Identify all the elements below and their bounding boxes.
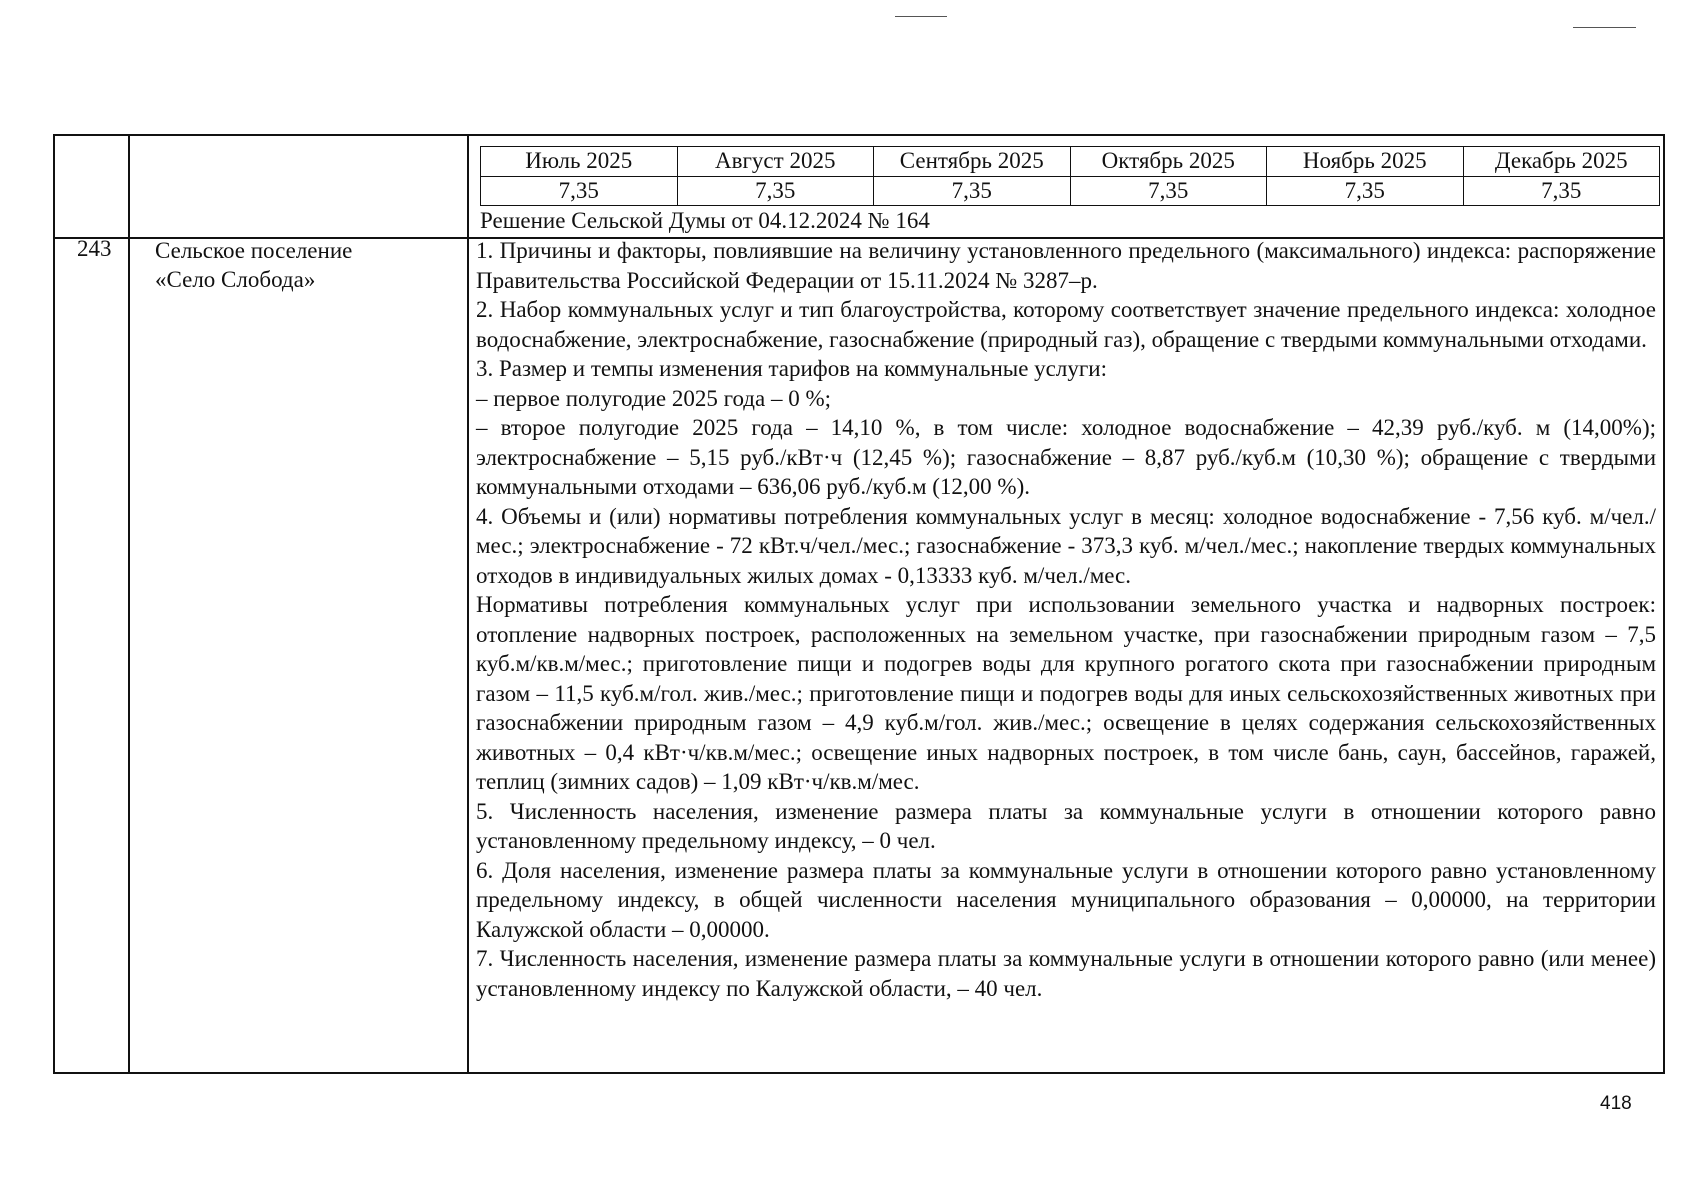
scan-mark	[1573, 27, 1636, 28]
month-header-cell: Октябрь 2025	[1070, 147, 1267, 177]
month-header-cell: Сентябрь 2025	[874, 147, 1071, 177]
paragraph-second-half: – второе полугодие 2025 года – 14,10 %, в том числе: холодное водоснабжение – 42,39 руб./куб. м (14,00%); электроснабжение – 5,15 руб./кВт·ч (12,45 %); газоснабжение – 8,87 руб./куб.м (10,30 %); обращение с твердыми коммунальными отходами – 636,06 руб./куб.м (12,00 %).	[476, 415, 1656, 499]
page-number: 418	[1600, 1093, 1632, 1114]
settlement-name-line: Сельское поселение	[155, 238, 353, 263]
main-table	[53, 134, 1665, 1074]
paragraph-population: 5. Численность населения, изменение размера платы за коммунальные услуги в отношении которого равно установленному предельному индексу, – 0 чел.	[476, 798, 1656, 853]
months-header-row	[481, 147, 1660, 177]
paragraph-population-regional: 7. Численность населения, изменение размера платы за коммунальные услуги в отношении которого равно (или менее) установленному индексу по Калужской области, – 40 чел.	[476, 946, 1656, 1001]
row-description	[476, 236, 1656, 1003]
paragraph-reasons: 1. Причины и факторы, повлиявшие на величину установленного предельного (максимального) индекса: распоряжение Правительства Российской Федерации от 15.11.2024 № 3287–р.	[476, 238, 1656, 293]
settlement-name-line: «Село Слобода»	[155, 267, 316, 292]
scan-mark	[895, 16, 947, 17]
months-value-row	[481, 176, 1660, 206]
decision-reference: Решение Сельской Думы от 04.12.2024 № 164	[480, 208, 930, 233]
monthly-index-table	[480, 146, 1660, 206]
paragraph-share: 6. Доля населения, изменение размера платы за коммунальные услуги в отношении которого равно установленному предельному индексу, в общей численности населения муниципального образования – 0,00000, на территории Калужской области – 0,00000.	[476, 857, 1656, 942]
month-header-cell: Июль 2025	[481, 147, 678, 177]
paragraph-norms: Нормативы потребления коммунальных услуг при использовании земельного участка и надворных построек: отопление надворных построек, расположенных на земельном участке, при газоснабжении природным газом – 7,5 куб.м/кв.м/мес.; приготовление пищи и подогрев воды для крупного рогатого скота при газоснабжении природным газом – 11,5 куб.м/гол. жив./мес.; приготовление пищи и подогрев воды для иных сельскохозяйственных животных при газоснабжении природным газом – 4,9 куб.м/гол. жив./мес.; освещение в целях содержания сельскохозяйственных животных – 0,4 кВт·ч/кв.м/мес.; освещение иных надворных построек, в том числе бань, саун, бассейнов, гаражей, теплиц (зимних садов) – 1,09 кВт·ч/кв.м/мес.	[476, 592, 1656, 794]
month-value-cell: 7,35	[481, 176, 678, 206]
paragraph-services: 2. Набор коммунальных услуг и тип благоустройства, которому соответствует значение предельного индекса: холодное водоснабжение, электроснабжение, газоснабжение (природный газ), обращение с твердыми коммунальными отходами.	[476, 297, 1656, 352]
month-value-cell: 7,35	[1463, 176, 1660, 206]
month-value-cell: 7,35	[1267, 176, 1464, 206]
paragraph-volumes: 4. Объемы и (или) нормативы потребления коммунальных услуг в месяц: холодное водоснабжение - 7,56 куб. м/чел./мес.; электроснабжение - 72 кВт.ч/чел./мес.; газоснабжение - 373,3 куб. м/чел./мес.; накопление твердых коммунальных отходов в индивидуальных жилых домах - 0,13333 куб. м/чел./мес.	[476, 503, 1656, 588]
month-header-cell: Декабрь 2025	[1463, 147, 1660, 177]
paragraph-tariffs: 3. Размер и темпы изменения тарифов на коммунальные услуги:	[476, 356, 1107, 381]
month-header-cell: Август 2025	[677, 147, 874, 177]
month-value-cell: 7,35	[677, 176, 874, 206]
month-header-cell: Ноябрь 2025	[1267, 147, 1464, 177]
column-divider	[128, 136, 130, 1072]
month-value-cell: 7,35	[874, 176, 1071, 206]
paragraph-first-half: – первое полугодие 2025 года – 0 %;	[476, 385, 832, 411]
row-number: 243	[77, 236, 112, 261]
month-value-cell: 7,35	[1070, 176, 1267, 206]
settlement-name	[155, 236, 352, 294]
column-divider	[467, 136, 469, 1072]
